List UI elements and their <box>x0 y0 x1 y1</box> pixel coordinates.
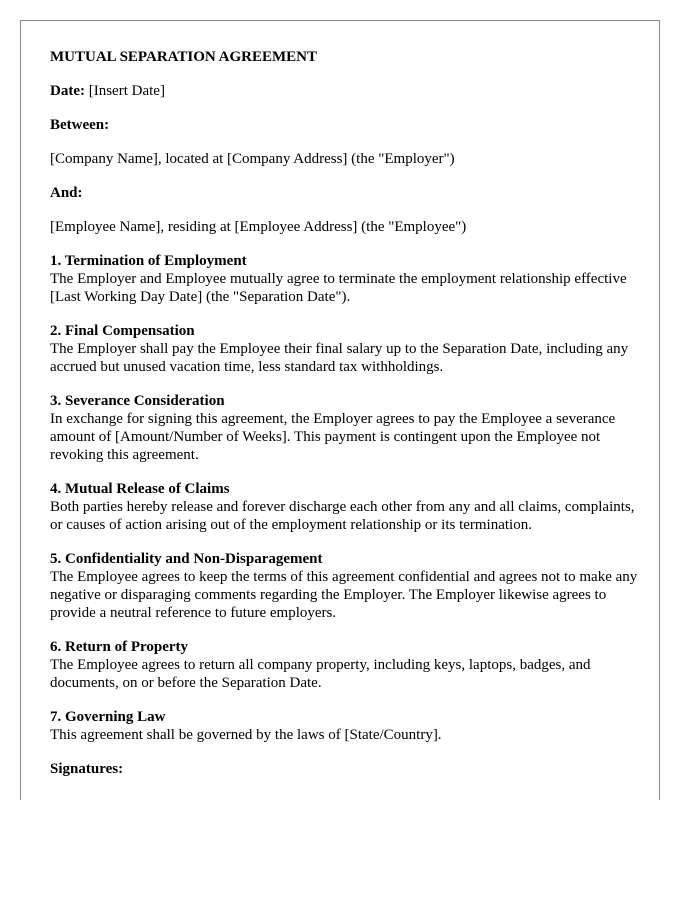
section-heading: 1. Termination of Employment <box>50 253 247 269</box>
section-body: The Employee agrees to keep the terms of this agreement confidential and agrees not to make any negative or disparaging comments regarding the Employer. The Employer likewise agrees to provide a neutral reference to future employers. <box>50 569 638 621</box>
section-body: This agreement shall be governed by the laws of [State/Country]. <box>50 727 442 743</box>
document-content <box>50 48 640 794</box>
section-return-of-property <box>50 638 640 692</box>
section-body: In exchange for signing this agreement, the Employer agrees to pay the Employee a severance amount of [Amount/Number of Weeks]. This payment is contingent upon the Employee not revoking this agreement. <box>50 411 616 463</box>
section-governing-law <box>50 708 640 744</box>
section-body: The Employer and Employee mutually agree to terminate the employment relationship effective [Last Working Day Date] (the "Separation Date"). <box>50 271 627 305</box>
section-release-of-claims <box>50 480 640 534</box>
section-heading: 4. Mutual Release of Claims <box>50 481 230 497</box>
section-confidentiality <box>50 550 640 622</box>
between-label <box>50 116 640 134</box>
section-heading: 2. Final Compensation <box>50 323 195 339</box>
document-page <box>20 20 660 800</box>
section-heading: 6. Return of Property <box>50 639 189 655</box>
section-body: The Employer shall pay the Employee their final salary up to the Separation Date, including any accrued but unused vacation time, less standard tax withholdings. <box>50 341 629 375</box>
section-heading: 3. Severance Consideration <box>50 393 225 409</box>
and-label-text: And: <box>50 185 83 201</box>
date-label: Date: <box>50 83 85 99</box>
section-final-compensation <box>50 322 640 376</box>
document-title: MUTUAL SEPARATION AGREEMENT <box>50 49 317 65</box>
section-body: The Employee agrees to return all company property, including keys, laptops, badges, and documents, on or before the Separation Date. <box>50 657 591 691</box>
signatures-label <box>50 760 640 778</box>
date-value: [Insert Date] <box>88 83 165 99</box>
signatures-label-text: Signatures: <box>50 761 124 777</box>
employer-line: [Company Name], located at [Company Address] (the "Employer") <box>50 151 455 167</box>
section-heading: 5. Confidentiality and Non-Disparagement <box>50 551 323 567</box>
date-line <box>50 82 640 100</box>
and-label <box>50 184 640 202</box>
section-heading: 7. Governing Law <box>50 709 166 725</box>
section-body: Both parties hereby release and forever discharge each other from any and all claims, complaints, or causes of action arising out of the employment relationship or its termination. <box>50 499 635 533</box>
employee-line: [Employee Name], residing at [Employee Address] (the "Employee") <box>50 219 467 235</box>
between-label-text: Between: <box>50 117 110 133</box>
section-severance <box>50 392 640 464</box>
section-termination <box>50 252 640 306</box>
